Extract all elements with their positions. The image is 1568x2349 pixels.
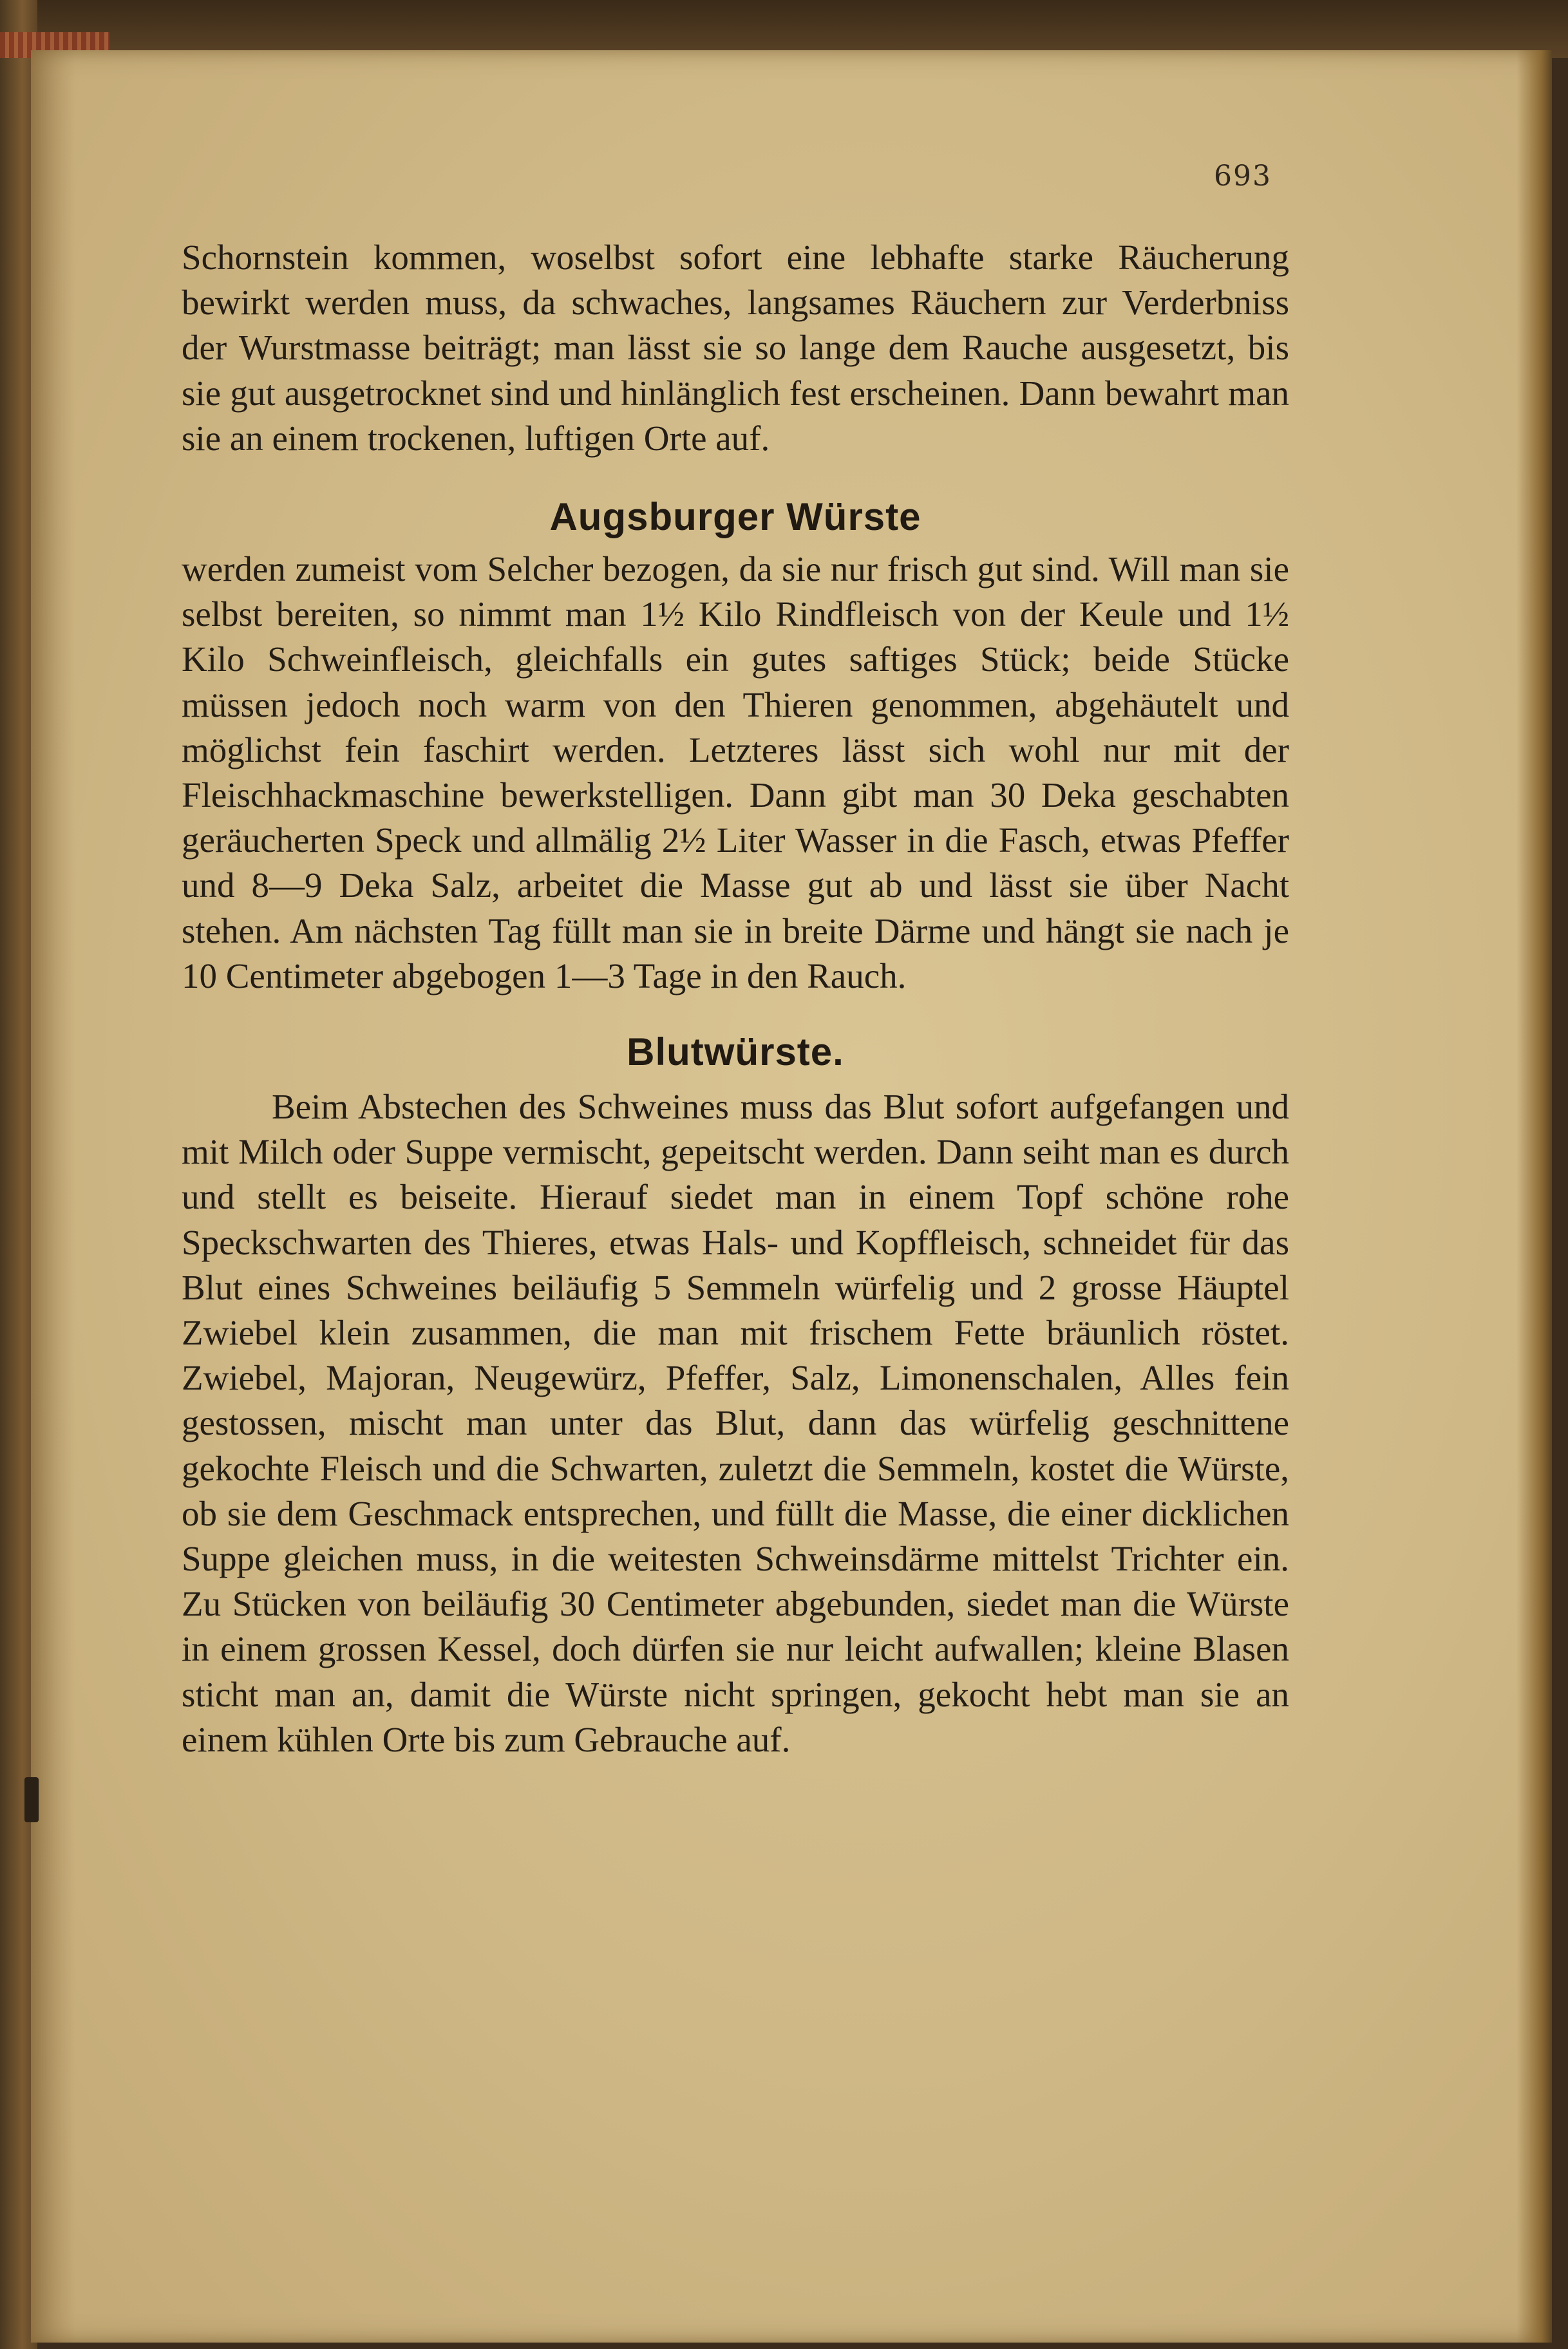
page-number: 693 xyxy=(1214,160,1272,193)
page-gutter-shadow xyxy=(31,50,76,2343)
section-heading-blutwurste: Blutwürste. xyxy=(627,1030,844,1074)
binding-clip xyxy=(24,1777,39,1822)
book-edge-top xyxy=(0,0,1568,58)
section-heading-augsburger: Augsburger Würste xyxy=(549,495,921,539)
intro-paragraph: Schornstein kommen, woselbst sofort eine lebhafte starke Räucherung bewirkt werden muss, da schwaches, langsames Räuchern zur Verderbniss der Wurstmasse beiträgt; man lässt sie so lange dem Rauche ausgesetzt, bis sie gut ausgetrocknet sind und hinlänglich fest erscheinen. Dann bewahrt man sie an einem trockenen, luftigen Orte auf. xyxy=(182,238,1289,458)
page-edge-right xyxy=(1516,50,1552,2343)
blutwurste-paragraph: Beim Abstechen des Schweines muss das Blut sofort aufgefangen und mit Milch oder Suppe vermischt, gepeitscht werden. Dann seiht man es durch und stellt es beiseite. Hierauf siedet man in einem Topf schöne rohe Speckschwarten des Thieres, etwas Hals- und Kopffleisch, schneidet für das Blut eines Schweines beiläufig 5 Semmeln würfelig und 2 grosse Häuptel Zwiebel klein zusammen, die man mit frischem Fette bräunlich röstet. Zwiebel, Majoran, Neugewürz, Pfeffer, Salz, Limonenschalen, Alles fein gestossen, mischt man unter das Blut, dann das würfelig geschnittene gekochte Fleisch und die Schwarten, zuletzt die Semmeln, kostet die Würste, ob sie dem Geschmack entsprechen, und füllt die Masse, die einer dicklichen Suppe gleichen muss, in die weitesten Schweinsdärme mittelst Trichter ein. Zu Stücken von beiläufig 30 Centimeter abgebunden, siedet man die Würste in einem grossen Kessel, doch dürfen sie nur leicht aufwallen; kleine Blasen sticht man an, damit die Würste nicht springen, gekocht hebt man sie an einem kühlen Orte bis zum Gebrauche auf. xyxy=(182,1087,1289,1759)
augsburger-paragraph: werden zumeist vom Selcher bezogen, da sie nur frisch gut sind. Will man sie selbst bereiten, so nimmt man 1½ Kilo Rindfleisch von der Keule und 1½ Kilo Schweinfleisch, gleichfalls ein gutes saftiges Stück; beide Stücke müssen jedoch noch warm von den Thieren genommen, abgehäutelt und möglichst fein faschirt werden. Letzteres lässt sich wohl nur mit der Fleischhackmaschine bewerkstelligen. Dann gibt man 30 Deka geschabten geräucherten Speck und allmälig 2½ Liter Wasser in die Fasch, etwas Pfeffer und 8—9 Deka Salz, arbeitet die Masse gut ab und lässt sie über Nacht stehen. Am nächsten Tag füllt man sie in breite Därme und hängt sie nach je 10 Centimeter abgebogen 1—3 Tage in den Rauch. xyxy=(182,549,1289,995)
text-body xyxy=(182,235,1289,1762)
